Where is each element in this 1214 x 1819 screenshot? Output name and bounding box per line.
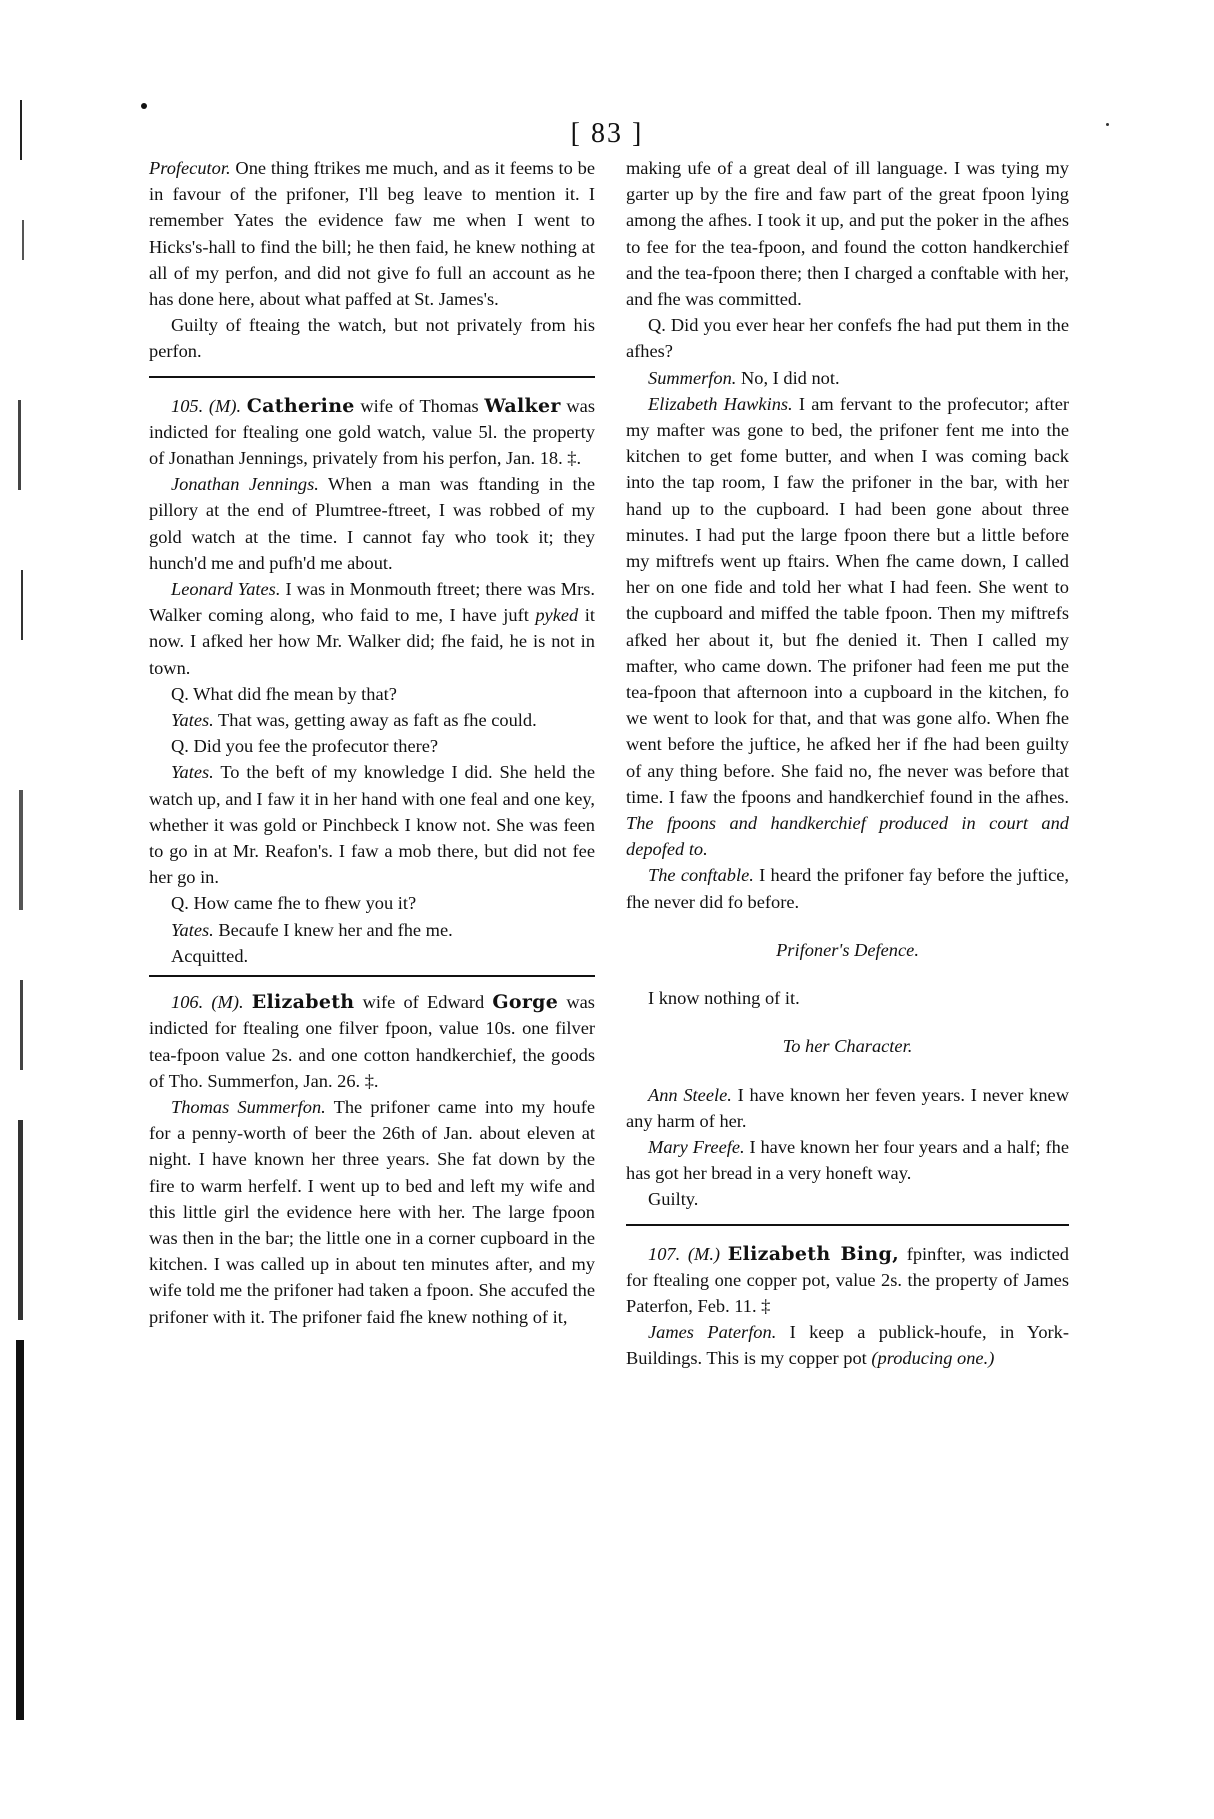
speaker-label: James Paterfon. — [648, 1322, 777, 1343]
question: Q. Did you fee the profecutor there? — [171, 736, 439, 757]
paragraph — [626, 391, 1069, 863]
paragraph — [626, 1134, 1069, 1186]
case-text: wife of Thomas — [360, 395, 479, 416]
speaker-label: Mary Freefe. — [648, 1136, 745, 1157]
divider — [149, 376, 595, 378]
question: Q. Did you ever hear her confefs fhe had put them in the afhes? — [626, 315, 1069, 362]
speaker-label: Yates. — [171, 762, 214, 783]
verdict: Guilty. — [648, 1189, 699, 1210]
verdict: Acquitted. — [171, 945, 249, 966]
testimony-text: I have known her feven years. I never knew any harm of her. — [626, 1084, 1069, 1131]
paragraph — [626, 1319, 1069, 1371]
paragraph — [626, 1082, 1069, 1134]
case-heading — [149, 393, 595, 472]
paragraph — [626, 862, 1069, 914]
case-text: fpinfter, was indicted for ftealing one copper pot, value 2s. the property of James Paterfon, Feb. 11. ‡ — [626, 1243, 1069, 1316]
case-heading — [149, 989, 595, 1094]
speaker-label: The conftable. — [648, 865, 754, 886]
testimony-text: it now. I afked her how Mr. Walker did; fhe faid, he is not in town. — [149, 605, 595, 678]
testimony-continued: making ufe of a great deal of ill language. I was tying my garter up by the fire and faw part of the great fpoon lying among the afhes. I took it up, and put the poker in the afhes to fee for the tea-fpoon, and found the cotton handkerchief and the tea-fpoon there; then I charged a conftable with her, and fhe was committed. — [626, 158, 1069, 310]
right-column — [626, 155, 1069, 1372]
speaker-label: Ann Steele. — [648, 1084, 732, 1105]
defendant-surname: Walker — [484, 394, 561, 417]
testimony-text: I was in Monmouth ftreet; there was Mrs. Walker coming along, who faid to me, I have juft — [149, 579, 595, 626]
defendant-name: Catherine — [246, 394, 355, 417]
paragraph — [149, 759, 595, 890]
testimony-text: When a man was ftanding in the pillory at the end of Plumtree-ftreet, I was robbed of my gold watch at the time. I cannot fay who took it; they hunch'd me and pufh'd me about. — [149, 474, 596, 573]
case-number: 105. (M). — [171, 395, 242, 416]
testimony-text: That was, getting away as faft as fhe could. — [218, 710, 537, 731]
question: Q. What did fhe mean by that? — [171, 683, 397, 704]
speaker-label: Thomas Summerfon. — [171, 1096, 326, 1117]
verdict: Guilty of fteaing the watch, but not privately from his perfon. — [149, 315, 595, 362]
paragraph — [626, 365, 1069, 391]
divider — [626, 1224, 1069, 1226]
testimony-text: One thing ftrikes me much, and as it feems to be in favour of the prifoner, I'll beg leave to mention it. I remember Yates the evidence faw me when I went to Hicks's-hall to find the bill; he then faid, he knew nothing at all of my perfon, and did not give fo full an account as he has done here, about what paffed at St. James's. — [149, 158, 595, 310]
case-heading — [626, 1241, 1069, 1320]
case-text: was indicted for ftealing one gold watch, value 5l. the property of Jonathan Jennings, privately from his perfon, Jan. 18. ‡. — [149, 395, 595, 469]
testimony-text: No, I did not. — [740, 367, 840, 388]
speaker-label: Yates. — [171, 919, 214, 940]
left-column — [149, 155, 595, 1330]
defendant-name: Elizabeth Bing, — [727, 1242, 899, 1265]
testimony-text: I heard the prifoner fay before the juftice, fhe never did fo before. — [626, 865, 1069, 912]
paragraph — [149, 155, 595, 312]
speaker-label: Profecutor. — [149, 158, 231, 178]
case-text: wife of Edward — [362, 992, 485, 1013]
speaker-label: Yates. — [171, 710, 214, 731]
paragraph — [149, 1094, 595, 1330]
scanned-page-spine — [6, 100, 30, 1720]
speaker-label: Leonard Yates. — [171, 579, 281, 600]
defendant-name: Elizabeth — [251, 991, 355, 1014]
page-number: [ 83 ] — [570, 118, 644, 149]
ink-speck — [141, 103, 147, 109]
speaker-label: Jonathan Jennings. — [171, 474, 319, 495]
divider — [149, 975, 595, 977]
defendant-surname: Gorge — [492, 991, 559, 1014]
case-number: 106. (M). — [171, 992, 244, 1013]
testimony-text: I have known her four years and a half; fhe has got her bread in a very honeft way. — [626, 1136, 1069, 1184]
question: Q. How came fhe to fhew you it? — [171, 893, 417, 914]
italic-word: pyked — [535, 605, 579, 626]
section-heading: To her Character. — [782, 1036, 913, 1057]
speaker-label: Elizabeth Hawkins. — [648, 393, 793, 414]
italic-note: The fpoons and handkerchief produced in court and depofed to. — [626, 813, 1069, 860]
paragraph — [149, 707, 595, 733]
section-heading: Prifoner's Defence. — [776, 939, 919, 960]
defence-text: I know nothing of it. — [648, 988, 800, 1009]
case-number: 107. (M.) — [648, 1243, 721, 1264]
paragraph — [149, 576, 595, 681]
testimony-text: I keep a publick-houfe, in York-Buildings. This is my copper pot — [626, 1322, 1069, 1369]
paragraph — [149, 917, 595, 943]
paragraph — [149, 471, 595, 576]
case-text: was indicted for ftealing one filver fpoon, value 10s. one filver tea-fpoon value 2s. and one cotton handkerchief, the goods of Tho. Summerfon, Jan. 26. ‡. — [149, 992, 595, 1091]
speaker-label: Summerfon. — [648, 367, 737, 388]
testimony-text: To the beft of my knowledge I did. She held the watch up, and I faw it in her hand with one feal and one key, whether it was gold or Pinchbeck I know not. She was feen to go in at Mr. Reafon's. I faw a mob there, but did not fee her go in. — [149, 762, 595, 888]
italic-note: (producing one.) — [871, 1348, 995, 1369]
testimony-text: The prifoner came into my houfe for a penny-worth of beer the 26th of Jan. about eleven at night. I have known her three years. She fat down by the fire to warm herfelf. I went up to bed and left my wife and this little girl the evidence here with her. The large fpoon was then in the bar; the little one in a corner cupboard in the kitchen. I was called up in about ten minutes after, and my wife told me the prifoner had taken a fpoon. She accufed the prifoner with it. The prifoner faid fhe knew nothing of it, — [149, 1096, 595, 1327]
testimony-text: I am fervant to the profecutor; after my mafter was gone to bed, the prifoner fent me into the kitchen to get fome butter, and when I was coming back into the tap room, I faw the prifoner in the bar, with her hand up to the cupboard. I had been gone about three minutes. I had put the large fpoon there but a little before my miftrefs went up ftairs. When fhe came down, I called her on one fide and told her what I had feen. She went to the cupboard and miffed the table fpoon. Then my miftrefs afked her about it, but fhe denied it. Then I called my mafter, who came down. The prifoner had feen me put the tea-fpoon that afternoon into a cupboard in the kitchen, fo we went to look for that, and that was gone alfo. When fhe went before the juftice, he afked her if fhe had been guilty of any thing before. She faid no, fhe never was before that time. I faw the fpoons and handkerchief found in the afhes. — [626, 393, 1069, 807]
testimony-text: Becaufe I knew her and fhe me. — [218, 919, 453, 940]
